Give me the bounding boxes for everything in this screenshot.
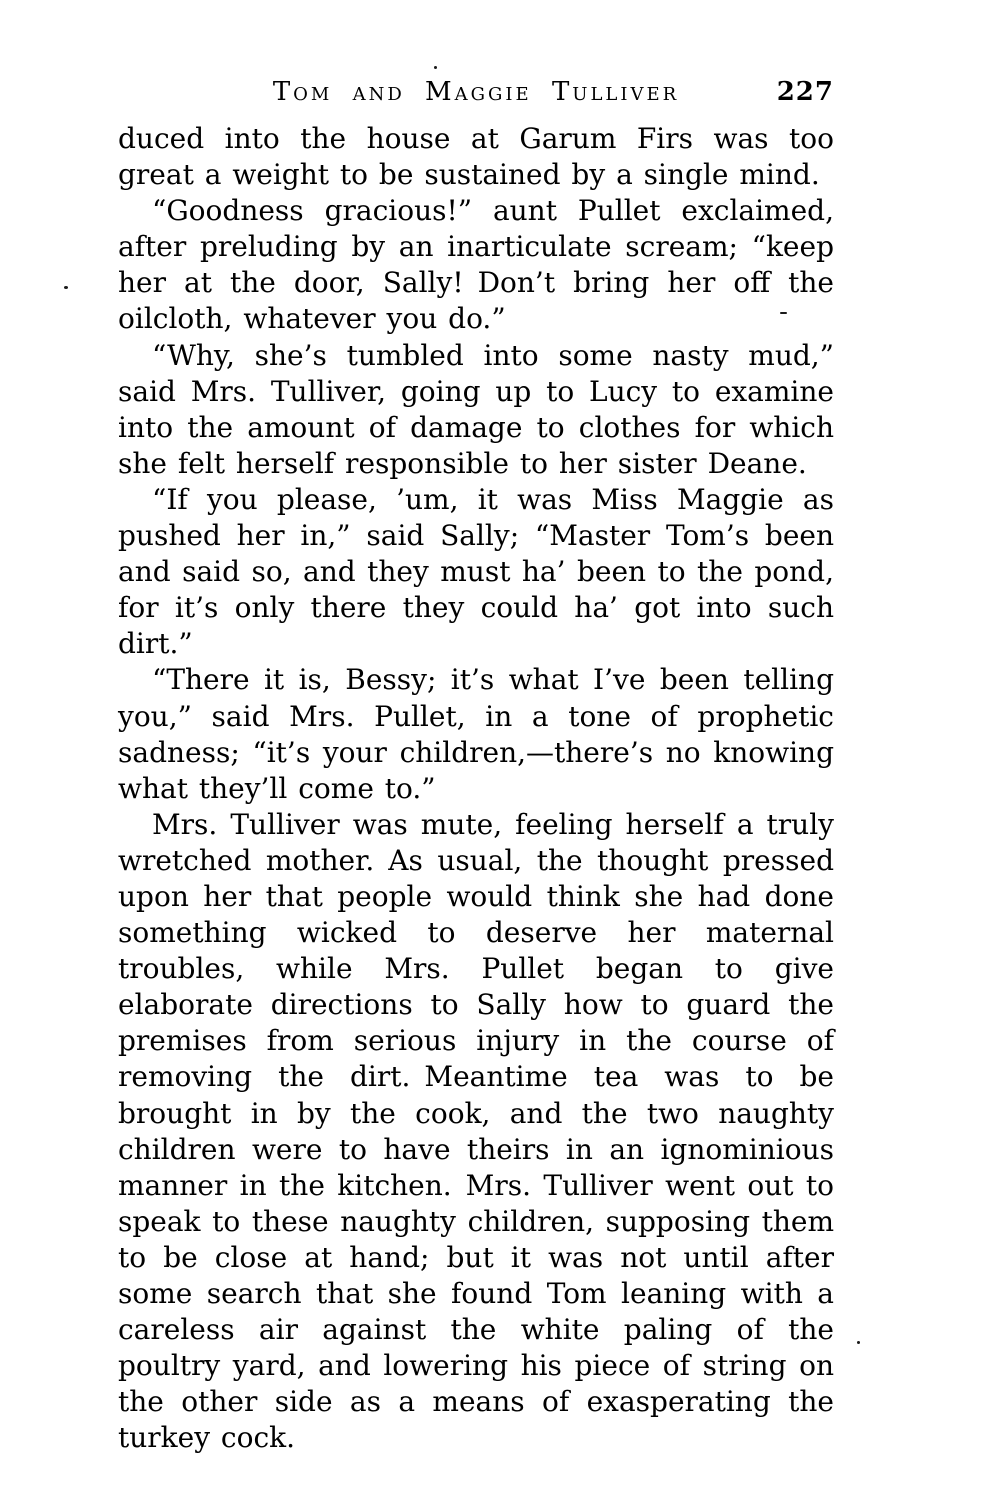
paragraph-continuation: duced into the house at Garum Firs was too great a weight to be sustained by a single mind. [118, 122, 834, 192]
scan-speck [857, 1341, 860, 1344]
paragraph: “If you please, ’um, it was Miss Maggie as pushed her in,” said Sally; “Master Tom’s been and said so, and they must ha’ been to the pond, for it’s only there they could ha’ got into such dirt.” [118, 482, 834, 661]
paragraph: “Goodness gracious!” aunt Pullet exclaimed, after preluding by an inarticulate scream; “keep her at the door, Sally! Don’t bring her off the oilcloth, whatever you do.” [118, 194, 834, 336]
paragraph: Mrs. Tulliver was mute, feeling herself a truly wretched mother. As usual, the thought pressed upon her that people would think she had done something wicked to deserve her maternal troubles, while Mrs. Pullet began to give elaborate directions to Sally how to guard the premises from serious injury in the course of removing the dirt. Meantime tea was to be brought in by the cook, and the two naughty children were to have theirs in an ignominious manner in the kitchen. Mrs. Tulliver went out to speak to these naughty children, supposing them to be close at hand; but it was not until after some search that she found Tom leaning with a careless air against the white paling of the poultry yard, and lowering his piece of string on the other side as a means of exasperating the turkey cock. [118, 807, 834, 1455]
chapter-title: Tom and Maggie Tulliver [272, 77, 680, 107]
scan-speck [64, 286, 68, 289]
page-text [118, 121, 834, 1456]
paragraph: “There it is, Bessy; it’s what I’ve been telling you,” said Mrs. Pullet, in a tone of prophetic sadness; “it’s your children,—there’s no knowing what they’ll come to.” [118, 663, 834, 805]
page-number: 227 [776, 77, 834, 107]
running-header [118, 74, 834, 110]
scan-speck [434, 66, 437, 69]
scan-speck [780, 312, 787, 314]
paragraph: “Why, she’s tumbled into some nasty mud,” said Mrs. Tulliver, going up to Lucy to examine into the amount of damage to clothes for which she felt herself responsible to her sister Deane. [118, 338, 834, 480]
